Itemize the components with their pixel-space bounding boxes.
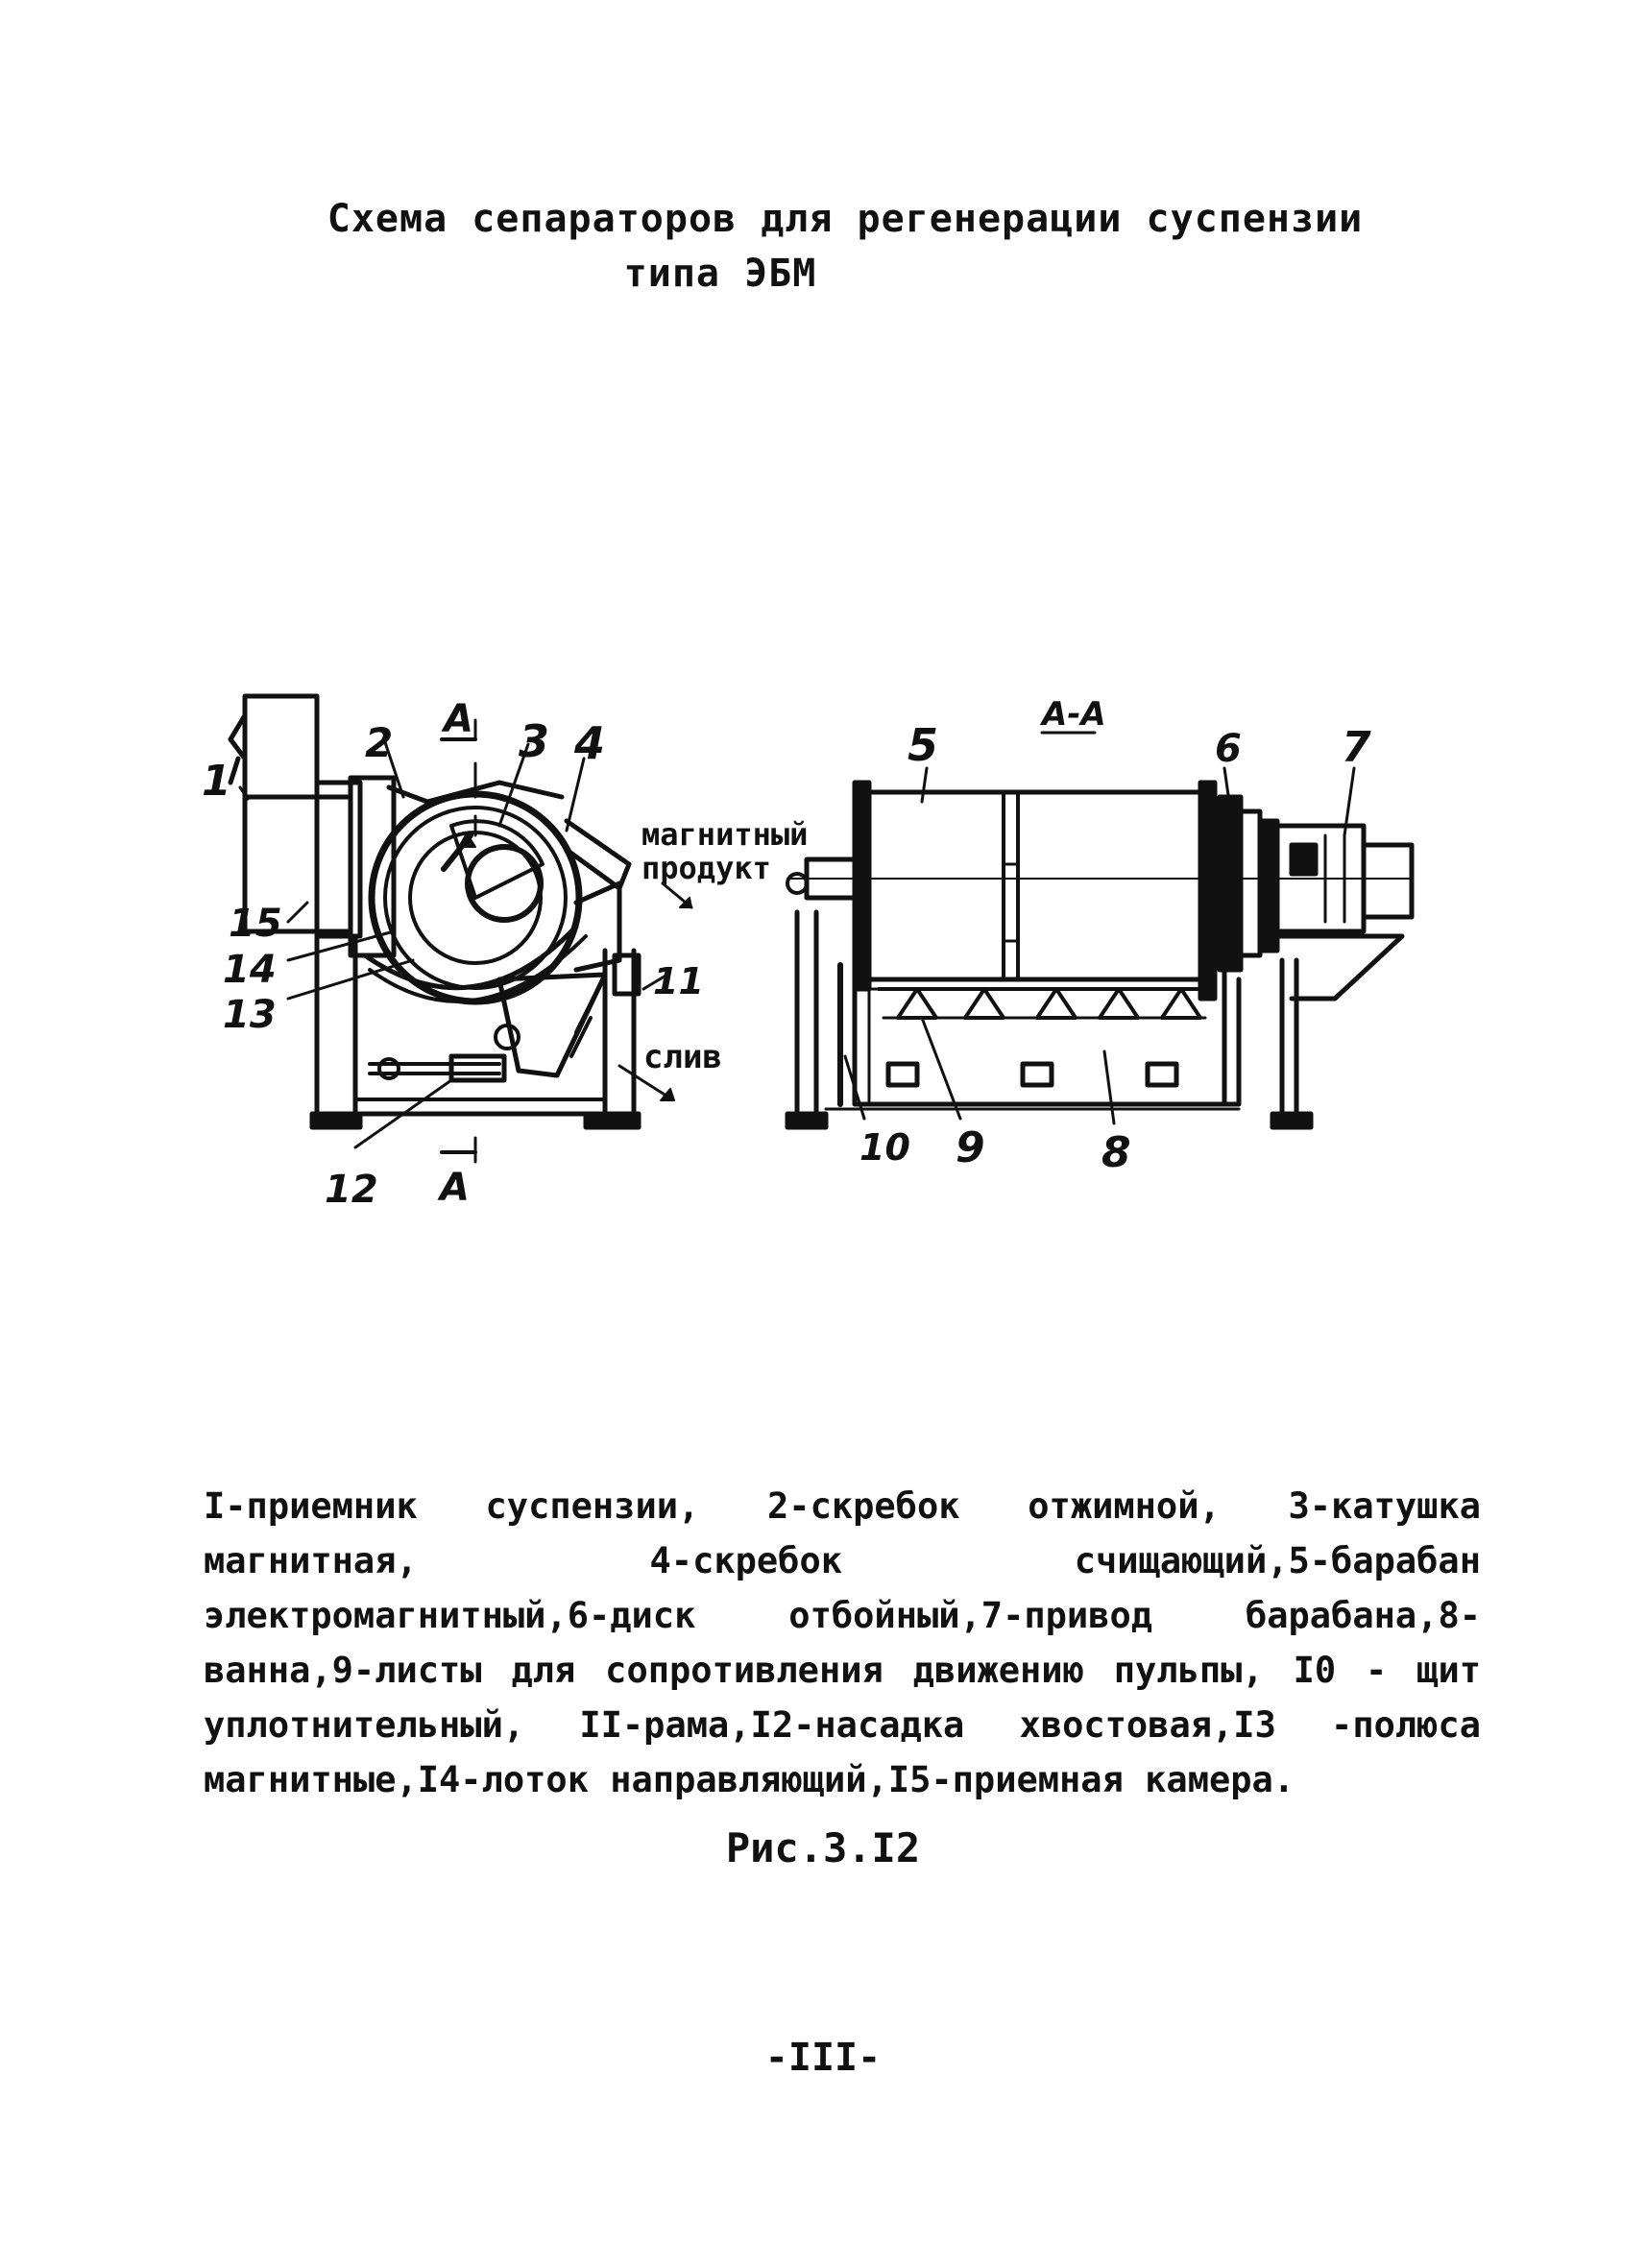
document-title-line1: Схема сепараторов для регенерации суспензии bbox=[327, 197, 1364, 241]
part-number-label: 2 bbox=[365, 719, 394, 766]
part-number-label: 8 bbox=[1101, 1128, 1131, 1177]
part-number-label: 10 bbox=[859, 1126, 910, 1169]
part-number-label: 5 bbox=[908, 719, 939, 771]
section-view-title: А-А bbox=[1042, 695, 1106, 734]
part-number-label: 14 bbox=[223, 948, 277, 992]
section-mark-top: А bbox=[444, 697, 473, 741]
part-number-label: 3 bbox=[519, 715, 550, 767]
part-number-label: 6 bbox=[1215, 727, 1242, 771]
part-number-label: 4 bbox=[574, 717, 606, 769]
part-number-label: 11 bbox=[653, 960, 704, 1002]
part-number-label: 15 bbox=[229, 902, 282, 946]
part-number-label: 13 bbox=[223, 993, 277, 1037]
magnetic-product-label-line2: продукт bbox=[641, 850, 771, 886]
document-title-line2: типа ЭБМ bbox=[623, 252, 817, 296]
figure-caption: Рис.3.I2 bbox=[725, 1824, 921, 1871]
section-mark-bottom: А bbox=[440, 1166, 470, 1210]
page-number: -III- bbox=[764, 2036, 882, 2080]
magnetic-product-label-line1: магнитный bbox=[641, 816, 809, 853]
drain-label: слив bbox=[643, 1038, 722, 1076]
part-number-label: 1 bbox=[202, 757, 231, 806]
part-number-label: 12 bbox=[325, 1168, 378, 1212]
electromagnetic-drum-part-5 bbox=[869, 792, 1200, 979]
part-number-label: 9 bbox=[956, 1123, 985, 1172]
part-number-label: 7 bbox=[1342, 723, 1371, 772]
receiver-part-1 bbox=[245, 696, 317, 797]
figure-legend: I-приемник суспензии, 2-скребок отжимной, 3-катушка магнитная, 4-скребок счищающий,5-барабан электромагнитный,6-диск отбойный,7-привод барабана,8-ванна,9-листы для сопротивления движению пульпы, I0 - щит уплотнительный, II-рама,I2-насадка хвостовая,I3 -полюса магнитные,I4-лоток направляющий,I5-приемная камера. bbox=[204, 1485, 1481, 1800]
